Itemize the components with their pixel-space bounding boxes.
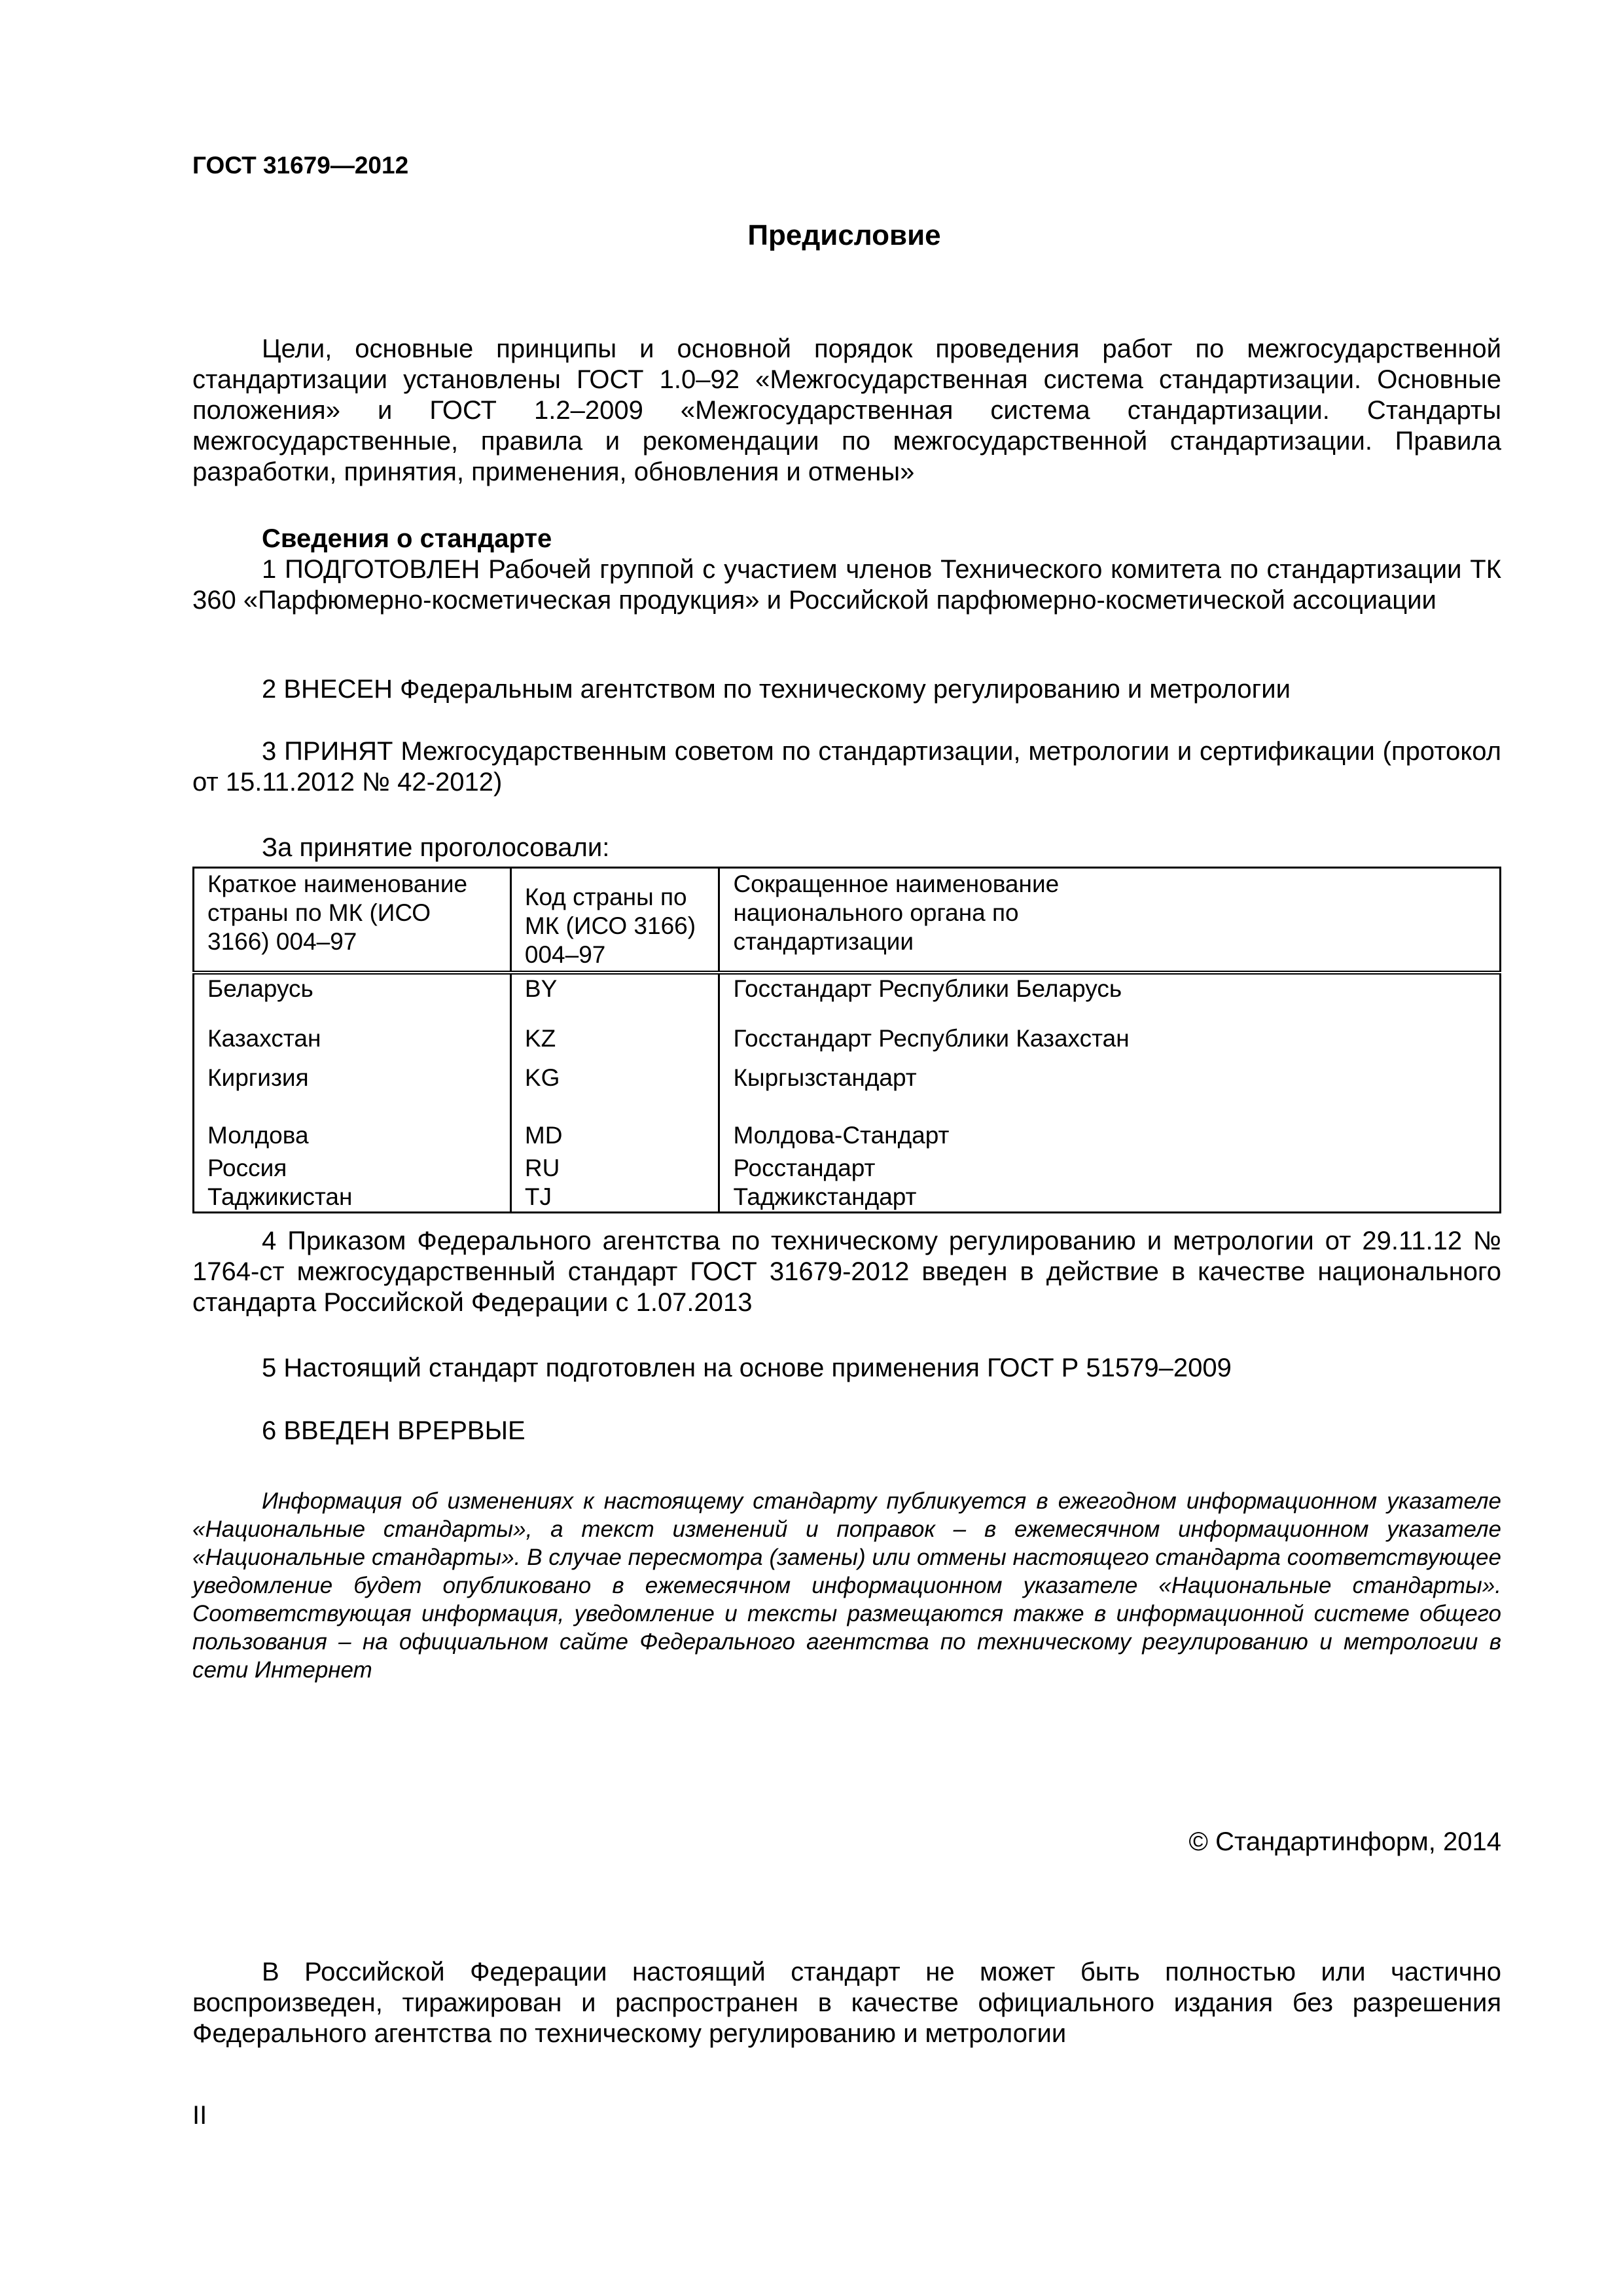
table-cell-body: Молдова-Стандарт — [719, 1121, 1501, 1154]
table-row — [194, 1121, 1501, 1154]
table-cell-code: BY — [510, 973, 719, 1024]
table-cell-code: MD — [510, 1121, 719, 1154]
table-row — [194, 1183, 1501, 1213]
item-2: 2 ВНЕСЕН Федеральным агентством по техническому регулированию и метрологии — [262, 675, 1291, 704]
table-header-code: Код страны по МК (ИСО 3166) 004–97 — [510, 868, 719, 973]
rights-notice-text: В Российской Федерации настоящий стандарт не может быть полностью или частично воспроизведен, тиражирован и распространен в качестве официального издания без разрешения Федерального агентства по техническому регулированию и метрологии — [192, 1958, 1501, 2048]
rights-notice — [192, 1957, 1501, 2049]
changes-notice-text: Информация об изменениях к настоящему стандарту публикуется в ежегодном информационном указателе «Национальные стандарты», а текст изменений и поправок – в ежемесячном информационном указателе «Национальные стандарты». В случае пересмотра (замены) или отмены настоящего стандарта соответствующее уведомление будет опубликовано в ежемесячном информационном указателе «Национальные стандарты». Соответствующая информация, уведомление и тексты размещаются также в информационной системе общего пользования – на официальном сайте Федерального агентства по техническому регулированию и метрологии в сети Интернет — [192, 1488, 1501, 1683]
info-heading: Сведения о стандарте — [262, 524, 552, 553]
table-row — [194, 1024, 1501, 1064]
item-5: 5 Настоящий стандарт подготовлен на основе применения ГОСТ Р 51579–2009 — [262, 1354, 1232, 1382]
table-cell-body: Таджикстандарт — [719, 1183, 1501, 1213]
table-cell-body: Росстандарт — [719, 1154, 1501, 1183]
item-4-text: 4 Приказом Федерального агентства по техническому регулированию и метрологии от 29.11.12 № 1764-ст межгосударственный стандарт ГОСТ 31679-2012 введен в действие в качестве национального стандарта Российской Федерации с 1.07.2013 — [192, 1227, 1501, 1317]
table-cell-country: Киргизия — [194, 1064, 511, 1121]
table-cell-code: RU — [510, 1154, 719, 1183]
table-row — [194, 1064, 1501, 1121]
changes-notice — [192, 1487, 1501, 1684]
table-cell-body: Кыргызстандарт — [719, 1064, 1501, 1121]
voted-label: За принятие проголосовали: — [262, 833, 610, 862]
table-header-row — [194, 868, 1501, 973]
table-cell-code: KG — [510, 1064, 719, 1121]
intro-paragraph — [192, 334, 1501, 488]
table-row — [194, 973, 1501, 1024]
item-1 — [192, 554, 1501, 616]
page-number: II — [192, 2101, 207, 2130]
page-title: Предисловие — [747, 219, 941, 251]
table-cell-body: Госстандарт Республики Казахстан — [719, 1024, 1501, 1064]
table-cell-code: KZ — [510, 1024, 719, 1064]
table-row — [194, 1154, 1501, 1183]
table-cell-code: TJ — [510, 1183, 719, 1213]
item-6: 6 ВВЕДЕН ВРЕРВЫЕ — [262, 1416, 526, 1445]
intro-text: Цели, основные принципы и основной порядок проведения работ по межгосударственной стандартизации установлены ГОСТ 1.0–92 «Межгосударственная система стандартизации. Основные положения» и ГОСТ 1.2–2009 «Межгосударственная система стандартизации. Стандарты межгосударственные, правила и рекомендации по межгосударственной стандартизации. Правила разработки, принятия, применения, обновления и отмены» — [192, 334, 1501, 486]
table-header-body: Сокращенное наименование национального органа по стандартизации — [719, 868, 1501, 973]
item-1-text: 1 ПОДГОТОВЛЕН Рабочей группой с участием членов Технического комитета по стандартизации ТК 360 «Парфюмерно-косметическая продукция» и Российской парфюмерно-косметической ассоциации — [192, 555, 1501, 615]
table-cell-country: Молдова — [194, 1121, 511, 1154]
table-cell-country: Беларусь — [194, 973, 511, 1024]
table-cell-country: Россия — [194, 1154, 511, 1183]
table-cell-country: Казахстан — [194, 1024, 511, 1064]
item-4 — [192, 1226, 1501, 1318]
table-cell-country: Таджикистан — [194, 1183, 511, 1213]
item-3-text: 3 ПРИНЯТ Межгосударственным советом по стандартизации, метрологии и сертификации (протокол от 15.11.2012 № 42-2012) — [192, 737, 1501, 797]
document-code: ГОСТ 31679—2012 — [192, 152, 409, 179]
table-header-country: Краткое наименование страны по МК (ИСО 3166) 004–97 — [194, 868, 511, 973]
table-cell-body: Госстандарт Республики Беларусь — [719, 973, 1501, 1024]
voting-table — [192, 867, 1501, 1213]
copyright: © Стандартинформ, 2014 — [1188, 1827, 1501, 1856]
item-3 — [192, 736, 1501, 798]
